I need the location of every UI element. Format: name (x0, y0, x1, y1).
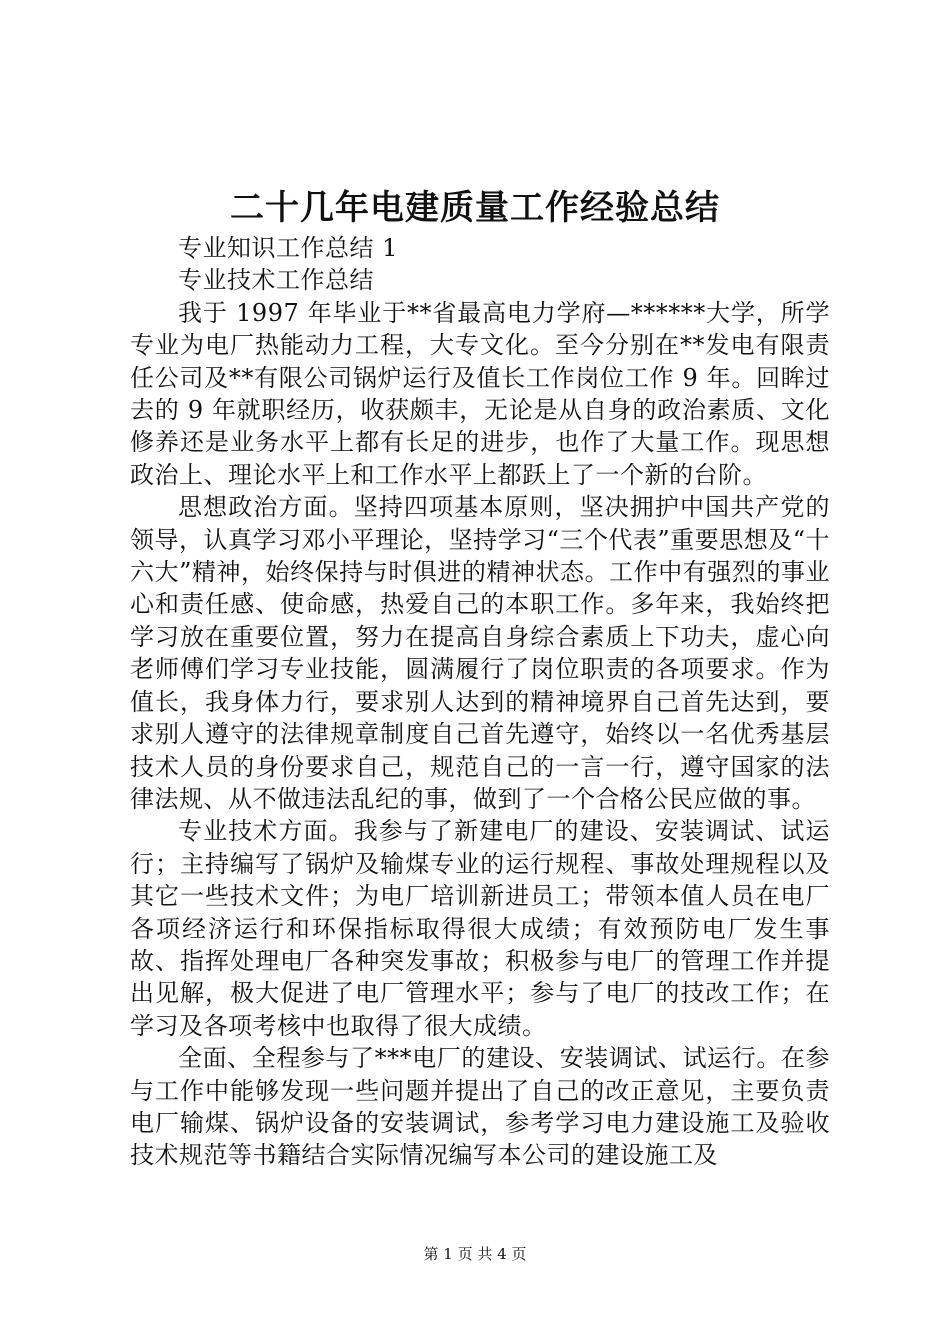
paragraph-heading-2: 专业技术工作总结 (178, 266, 374, 295)
paragraph-intro: 我于 1997 年毕业于**省最高电力学府—******大学，所学专业为电厂热能动力工程，大专文化。至今分别在**发电有限责任公司及**有限公司锅炉运行及值长工作岗位工作 9 年。回眸过去的 9 年就职经历，收获颇丰，无论是从自身的政治素质、文化修养还是业务水平上都有长足的进步，也作了大量工作。现思想政治上、理论水平上和工作水平上都跃上了一个新的台阶。 (130, 298, 830, 489)
page-footer: 第 1 页 共 4 页 (423, 1245, 527, 1263)
paragraph-construction: 全面、全程参与了***电厂的建设、安装调试、试运行。在参与工作中能够发现一些问题并提出了自己的改正意见，主要负责电厂输煤、锅炉设备的安装调试，参考学习电力建设施工及验收技术规范等书籍结合实际情况编写本公司的建设施工及 (130, 1044, 830, 1170)
document-title: 二十几年电建质量工作经验总结 (230, 188, 720, 228)
paragraph-technical: 专业技术方面。我参与了新建电厂的建设、安装调试、试运行；主持编写了锅炉及输煤专业的运行规程、事故处理规程以及其它一些技术文件；为电厂培训新进员工；带领本值人员在电厂各项经济运行和环保指标取得很大成绩；有效预防电厂发生事故、指挥处理电厂各种突发事故；积极参与电厂的管理工作并提出见解，极大促进了电厂管理水平；参与了电厂的技改工作；在学习及各项考核中也取得了很大成绩。 (130, 817, 830, 1040)
paragraph-political: 思想政治方面。坚持四项基本原则，坚决拥护中国共产党的领导，认真学习邓小平理论，坚持学习“三个代表”重要思想及“十六大”精神，始终保持与时俱进的精神状态。工作中有强烈的事业心和责任感、使命感，热爱自己的本职工作。多年来，我始终把学习放在重要位置，努力在提高自身综合素质上下功夫，虚心向老师傅们学习专业技能，圆满履行了岗位职责的各项要求。作为值长，我身体力行，要求别人达到的精神境界自己首先达到，要求别人遵守的法律规章制度自己首先遵守，始终以一名优秀基层技术人员的身份要求自己，规范自己的一言一行，遵守国家的法律法规、从不做违法乱纪的事，做到了一个合格公民应做的事。 (130, 493, 830, 813)
paragraph-heading-1: 专业知识工作总结 1 (178, 234, 398, 262)
document-body (130, 232, 830, 1172)
